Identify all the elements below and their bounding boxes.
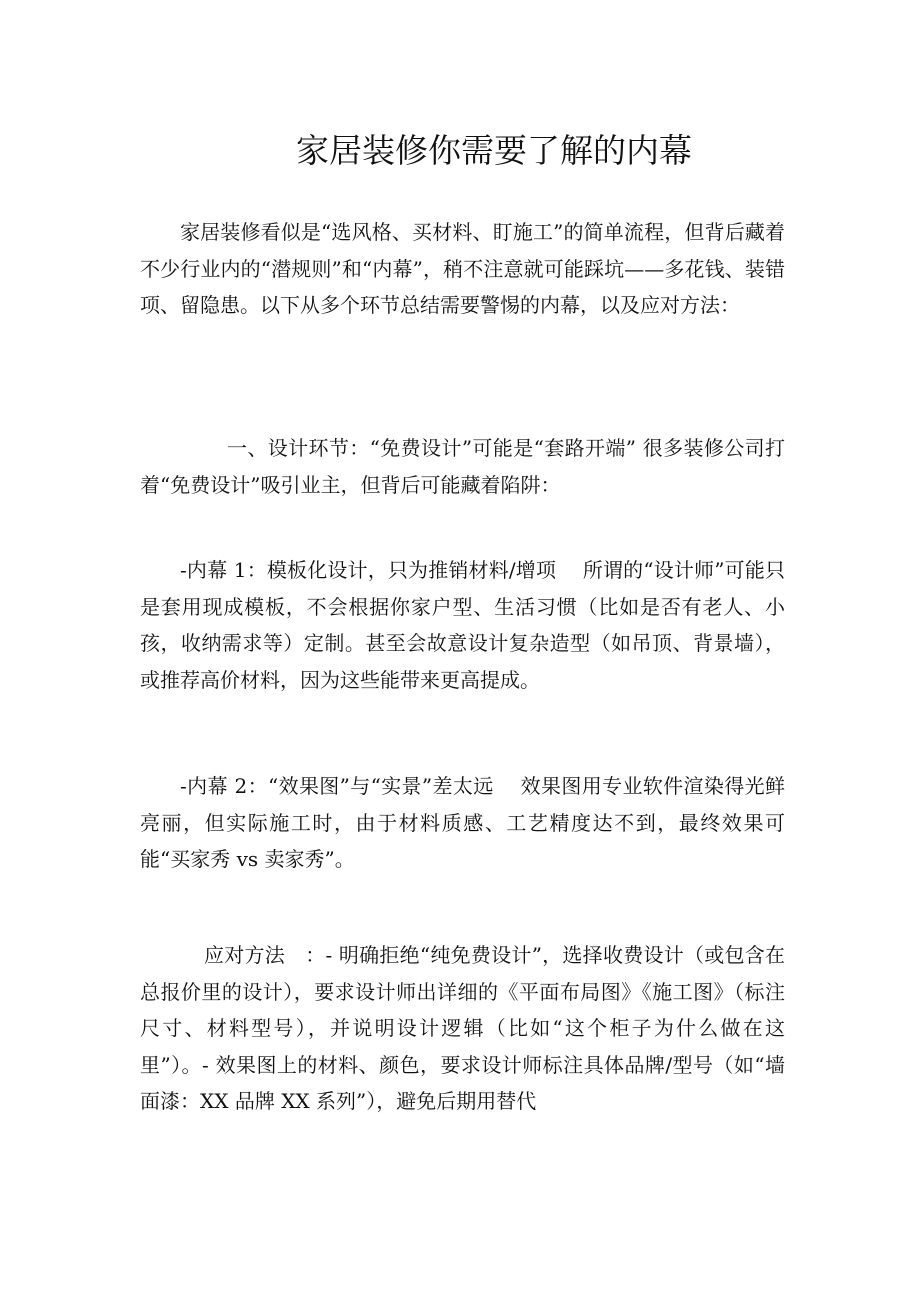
section-heading-design: 一、设计环节：“免费设计”可能是“套路开端” 很多装修公司打着“免费设计”吸引业主，但背后可能藏着陷阱：: [140, 436, 785, 497]
insider-point-2: -内幕 2：“效果图”与“实景”差太远 效果图用专业软件渲染得光鲜亮丽，但实际施工时，由于材料质感、工艺精度达不到，最终效果可能“买家秀 vs 卖家秀”。: [140, 774, 785, 871]
document-title: 家居装修你需要了解的内幕: [296, 131, 692, 170]
insider-point-1: -内幕 1：模板化设计，只为推销材料/增项 所谓的“设计师”可能只是套用现成模板，不会根据你家户型、生活习惯（比如是否有老人、小孩，收纳需求等）定制。甚至会故意设计复杂造型（如吊顶、背景墙），或推荐高价材料，因为这些能带来更高提成。: [140, 558, 785, 692]
intro-paragraph: 家居装修看似是“选风格、买材料、盯施工”的简单流程，但背后藏着不少行业内的“潜规则”和“内幕”，稍不注意就可能踩坑——多花钱、装错项、留隐患。以下从多个环节总结需要警惕的内幕，以及应对方法：: [140, 220, 785, 317]
countermeasure-paragraph: 应对方法 ：- 明确拒绝“纯免费设计”，选择收费设计（或包含在总报价里的设计），要求设计师出详细的《平面布局图》《施工图》（标注尺寸、材料型号），并说明设计逻辑（比如“这个柜子为什么做在这里”）。- 效果图上的材料、颜色，要求设计师标注具体品牌/型号（如“墙面漆：XX 品牌 XX 系列”），避免后期用替代: [140, 943, 785, 1113]
